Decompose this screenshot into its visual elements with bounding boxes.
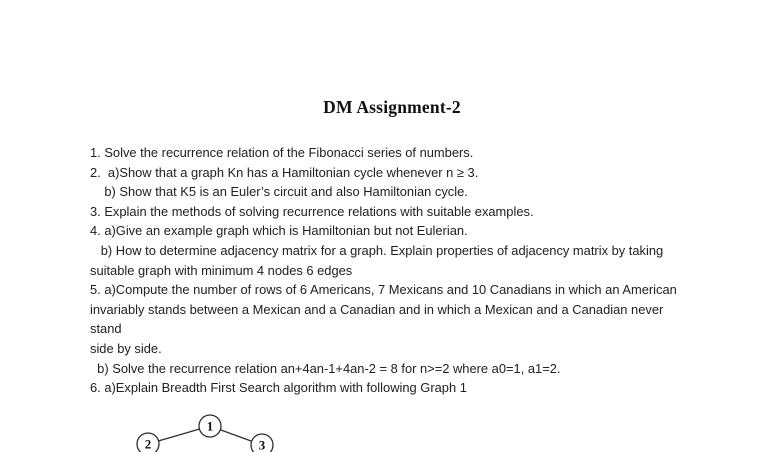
- question-line-5a-cont2: side by side.: [90, 339, 694, 359]
- question-line-5a: 5. a)Compute the number of rows of 6 Americans, 7 Mexicans and 10 Canadians in which an American: [90, 280, 694, 300]
- graph-node-1-label: 1: [207, 419, 214, 434]
- question-line-6a: 6. a)Explain Breadth First Search algorithm with following Graph 1: [90, 378, 694, 398]
- graph-node-3-label: 3: [259, 438, 266, 452]
- question-line-5b: b) Solve the recurrence relation an+4an-1+4an-2 = 8 for n>=2 where a0=1, a1=2.: [90, 359, 694, 379]
- question-list: [90, 143, 694, 398]
- graph-node-2-label: 2: [145, 437, 152, 452]
- question-line-5a-cont1: invariably stands between a Mexican and a Canadian and in which a Mexican and a Canadian never stand: [90, 300, 694, 339]
- graph-figure: [130, 382, 300, 452]
- question-line-4a: 4. a)Give an example graph which is Hamiltonian but not Eulerian.: [90, 221, 694, 241]
- graph-svg: [130, 382, 300, 452]
- question-line-2a: 2. a)Show that a graph Kn has a Hamiltonian cycle whenever n ≥ 3.: [90, 163, 694, 183]
- question-line-4b: b) How to determine adjacency matrix for a graph. Explain properties of adjacency matrix by taking: [90, 241, 694, 261]
- question-line-1: 1. Solve the recurrence relation of the Fibonacci series of numbers.: [90, 143, 694, 163]
- question-line-2b: b) Show that K5 is an Euler’s circuit and also Hamiltonian cycle.: [90, 182, 694, 202]
- document-title: DM Assignment-2: [0, 0, 784, 118]
- question-line-3: 3. Explain the methods of solving recurrence relations with suitable examples.: [90, 202, 694, 222]
- question-line-4b-cont: suitable graph with minimum 4 nodes 6 edges: [90, 261, 694, 281]
